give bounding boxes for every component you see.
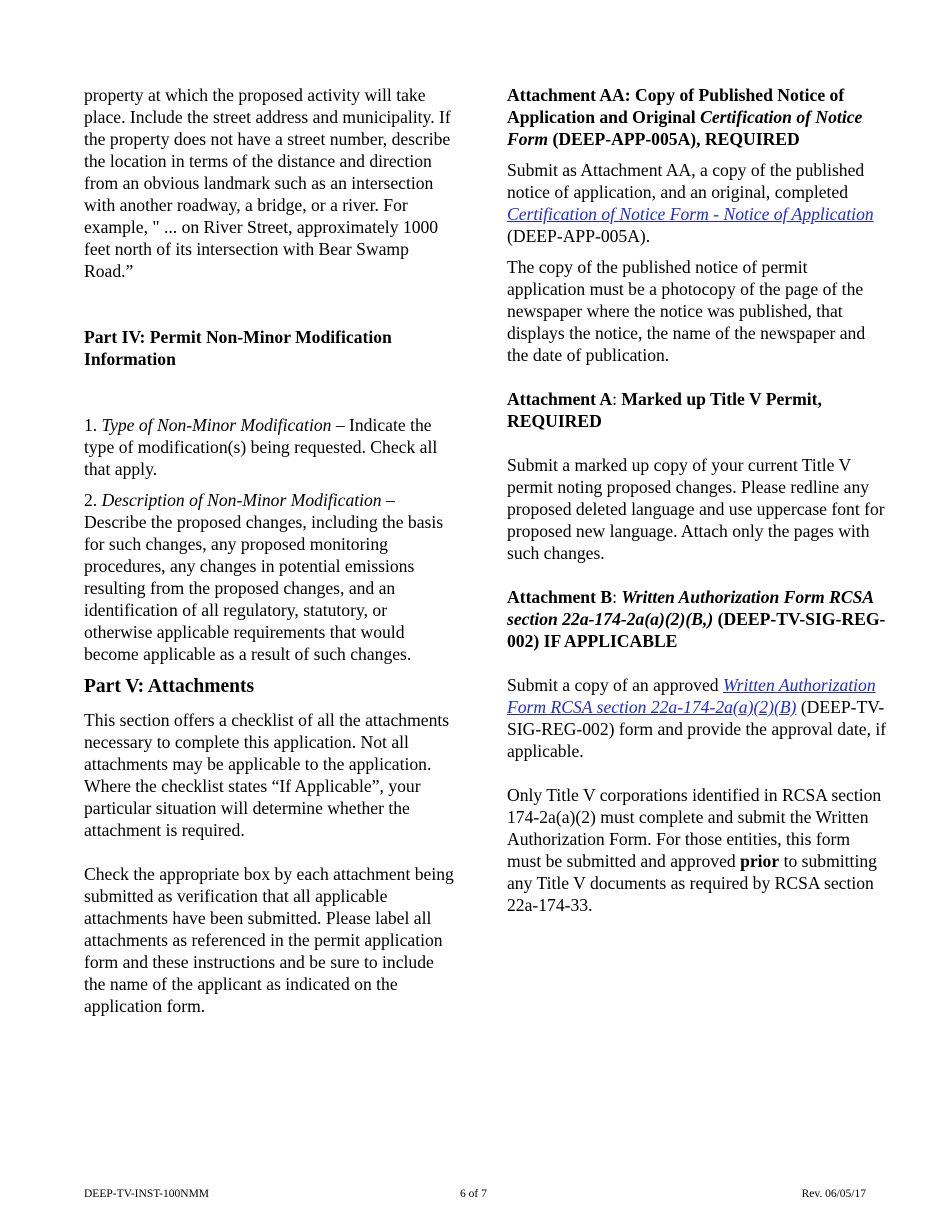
item-description-of-modification (84, 489, 456, 665)
part-iv-heading: Part IV: Permit Non-Minor Modification Information (84, 327, 392, 369)
right-column (507, 84, 887, 916)
attachment-aa-paragraph-2: The copy of the published notice of permit application must be a photocopy of the page of the newspaper where the notice was published, that displays the notice, the name of the newspaper and the date of publication. (507, 257, 866, 365)
attachment-b-paragraph-1: Submit a copy of an approved Written Authorization Form RCSA section 22a-174-2a(a)(2)(B) (DEEP-TV-SIG-REG-002) form and provide the approval date, if applicable. (507, 675, 887, 761)
written-authorization-form-link[interactable]: Written Authorization Form RCSA section 22a-174-2a(a)(2)(B) (507, 675, 876, 717)
footer-page-number: 6 of 7 (460, 1188, 487, 1200)
part-v-heading: Part V: Attachments (84, 676, 255, 697)
footer-form-id: DEEP-TV-INST-100NMM (84, 1188, 210, 1200)
attachment-aa-paragraph-1: Submit as Attachment AA, a copy of the published notice of application, and an original, completed Certification of Notice Form - Notice of Application (DEEP-APP-005A). (507, 160, 874, 246)
attachment-aa-heading: Attachment AA: Copy of Published Notice of Application and Original Certification of Notice Form (DEEP-APP-005A), REQUIRED (507, 85, 863, 149)
page-footer (84, 1187, 866, 1203)
item-type-of-modification (84, 414, 456, 480)
attachment-b-heading: Attachment B: Written Authorization Form RCSA section 22a-174-2a(a)(2)(B,) (DEEP-TV-SIG-REG-002) IF APPLICABLE (507, 587, 886, 651)
item-number: 1. (84, 415, 102, 435)
item-title: Description of Non-Minor Modification (101, 490, 382, 510)
attachments-checklist-paragraph: Check the appropriate box by each attachment being submitted as verification that all applicable attachments have been submitted. Please label all attachments as referenced in the permit application form and these instructions and be sure to include the name of the applicant as indicated on the application form. (84, 864, 454, 1016)
item-text: – Describe the proposed changes, including the basis for such changes, any proposed monitoring procedures, any changes in potential emissions resulting from the proposed changes, and an identification of all regulatory, statutory, or otherwise applicable requirements that would become applicable as a result of such changes. (84, 490, 444, 664)
item-title: Type of Non-Minor Modification (101, 415, 332, 435)
footer-revision-date: Rev. 06/05/17 (801, 1188, 866, 1200)
certification-of-notice-form-link[interactable]: Certification of Notice Form - Notice of Application (507, 204, 874, 224)
attachment-a-heading: Attachment A: Marked up Title V Permit, REQUIRED (507, 389, 822, 431)
attachment-a-paragraph: Submit a marked up copy of your current Title V permit noting proposed changes. Please redline any proposed deleted language and use uppercase font for proposed new language. Attach only the pages with such changes. (507, 455, 885, 563)
item-text: – Indicate the type of modification(s) being requested. Check all that apply. (84, 415, 438, 479)
attachment-b-paragraph-2: Only Title V corporations identified in RCSA section 174-2a(a)(2) must complete and submit the Written Authorization Form. For those entities, this form must be submitted and approved prior to submitting any Title V documents as required by RCSA section 22a-174-33. (507, 785, 882, 915)
property-location-paragraph: property at which the proposed activity will take place. Include the street address and municipality. If the property does not have a street number, describe the location in terms of the distance and direction from an obvious landmark such as an intersection with another roadway, a bridge, or a river. For example, " ... on River Street, approximately 1000 feet north of its intersection with Bear Swamp Road.” (84, 85, 451, 281)
attachments-intro-paragraph: This section offers a checklist of all the attachments necessary to complete this application. Not all attachments may be applicable to the application. Where the checklist states “If Applicable”, your particular situation will determine whether the attachment is required. (84, 710, 450, 840)
item-number: 2. (84, 490, 102, 510)
left-column (84, 84, 456, 1017)
